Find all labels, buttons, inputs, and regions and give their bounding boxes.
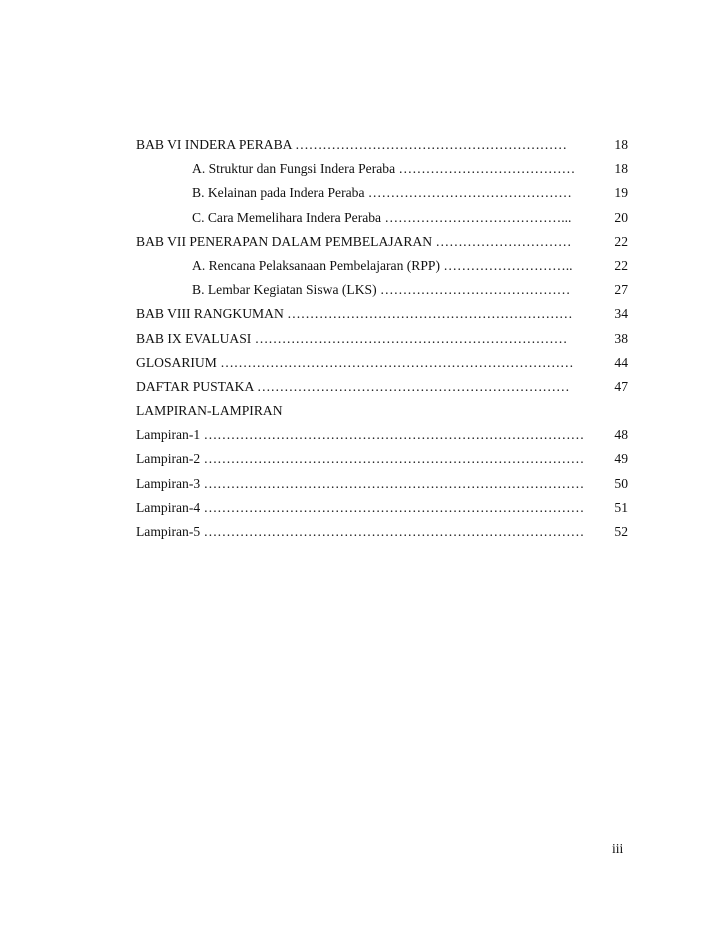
toc-entry-text: C. Cara Memelihara Indera Peraba …………………………………...	[192, 209, 572, 225]
toc-entry-text: LAMPIRAN-LAMPIRAN	[136, 403, 283, 419]
toc-entry-text: Lampiran-1 …………………………………………………………………………	[136, 427, 585, 443]
toc-entry-bab-viii	[136, 302, 628, 326]
toc-entry-page: 34	[614, 306, 628, 322]
toc-entry-page: 47	[614, 378, 628, 394]
toc-entry-page: 27	[614, 282, 628, 298]
toc-entry-lampiran-heading	[136, 399, 628, 423]
toc-entry-page: 38	[614, 330, 628, 346]
toc-entry-page: 18	[614, 137, 628, 152]
toc-entry-struktur-fungsi	[192, 157, 628, 181]
toc-entry-kelainan	[192, 181, 628, 205]
toc-entry-page: 51	[614, 499, 628, 515]
toc-entry-text: Lampiran-3 …………………………………………………………………………	[136, 475, 585, 491]
toc-entry-lampiran-2	[136, 447, 628, 471]
toc-entry-lks	[192, 278, 628, 302]
table-of-contents	[136, 133, 628, 544]
toc-entry-text: BAB VI INDERA PERABA ……………………………………………………	[136, 137, 567, 152]
toc-entry-text: GLOSARIUM ……………………………………………………………………	[136, 354, 574, 370]
toc-entry-text: B. Kelainan pada Indera Peraba ………………………………………	[192, 185, 572, 201]
toc-entry-text: A. Struktur dan Fungsi Indera Peraba …………………………………	[192, 161, 576, 177]
toc-entry-page: 19	[614, 185, 628, 201]
toc-entry-text: DAFTAR PUSTAKA ……………………………………………………………	[136, 378, 570, 394]
toc-entry-rpp	[192, 254, 628, 278]
toc-entry-lampiran-3	[136, 472, 628, 496]
toc-entry-text: Lampiran-5 …………………………………………………………………………	[136, 524, 585, 539]
page-number: iii	[612, 841, 624, 856]
toc-entry-page: 44	[614, 354, 628, 370]
toc-entry-page: 50	[614, 475, 628, 491]
toc-entry-text: BAB VII PENERAPAN DALAM PEMBELAJARAN …………………………	[136, 233, 572, 249]
toc-entry-page: 48	[614, 427, 628, 443]
toc-entry-page: 22	[614, 233, 628, 249]
toc-entry-text: A. Rencana Pelaksanaan Pembelajaran (RPP) ………………………..	[192, 257, 573, 273]
toc-entry-page: 49	[614, 451, 628, 467]
toc-entry-page: 18	[614, 161, 628, 177]
toc-entry-lampiran-1	[136, 423, 628, 447]
toc-entry-daftar-pustaka	[136, 375, 628, 399]
toc-entry-lampiran-5	[136, 520, 628, 544]
toc-entry-text: Lampiran-4 …………………………………………………………………………	[136, 499, 585, 515]
toc-entry-lampiran-4	[136, 496, 628, 520]
toc-entry-bab-vi	[136, 133, 628, 157]
toc-entry-page: 20	[614, 209, 628, 225]
toc-entry-cara-memelihara	[192, 206, 628, 230]
toc-entry-page: 52	[614, 524, 628, 539]
toc-entry-bab-ix	[136, 327, 628, 351]
toc-entry-glosarium	[136, 351, 628, 375]
toc-entry-text: BAB VIII RANGKUMAN ………………………………………………………	[136, 306, 573, 322]
toc-entry-text: BAB IX EVALUASI ……………………………………………………………	[136, 330, 568, 346]
toc-entry-text: Lampiran-2 …………………………………………………………………………	[136, 451, 585, 467]
toc-entry-bab-vii	[136, 230, 628, 254]
toc-entry-page: 22	[614, 257, 628, 273]
toc-entry-text: B. Lembar Kegiatan Siswa (LKS) ……………………………………	[192, 282, 571, 298]
